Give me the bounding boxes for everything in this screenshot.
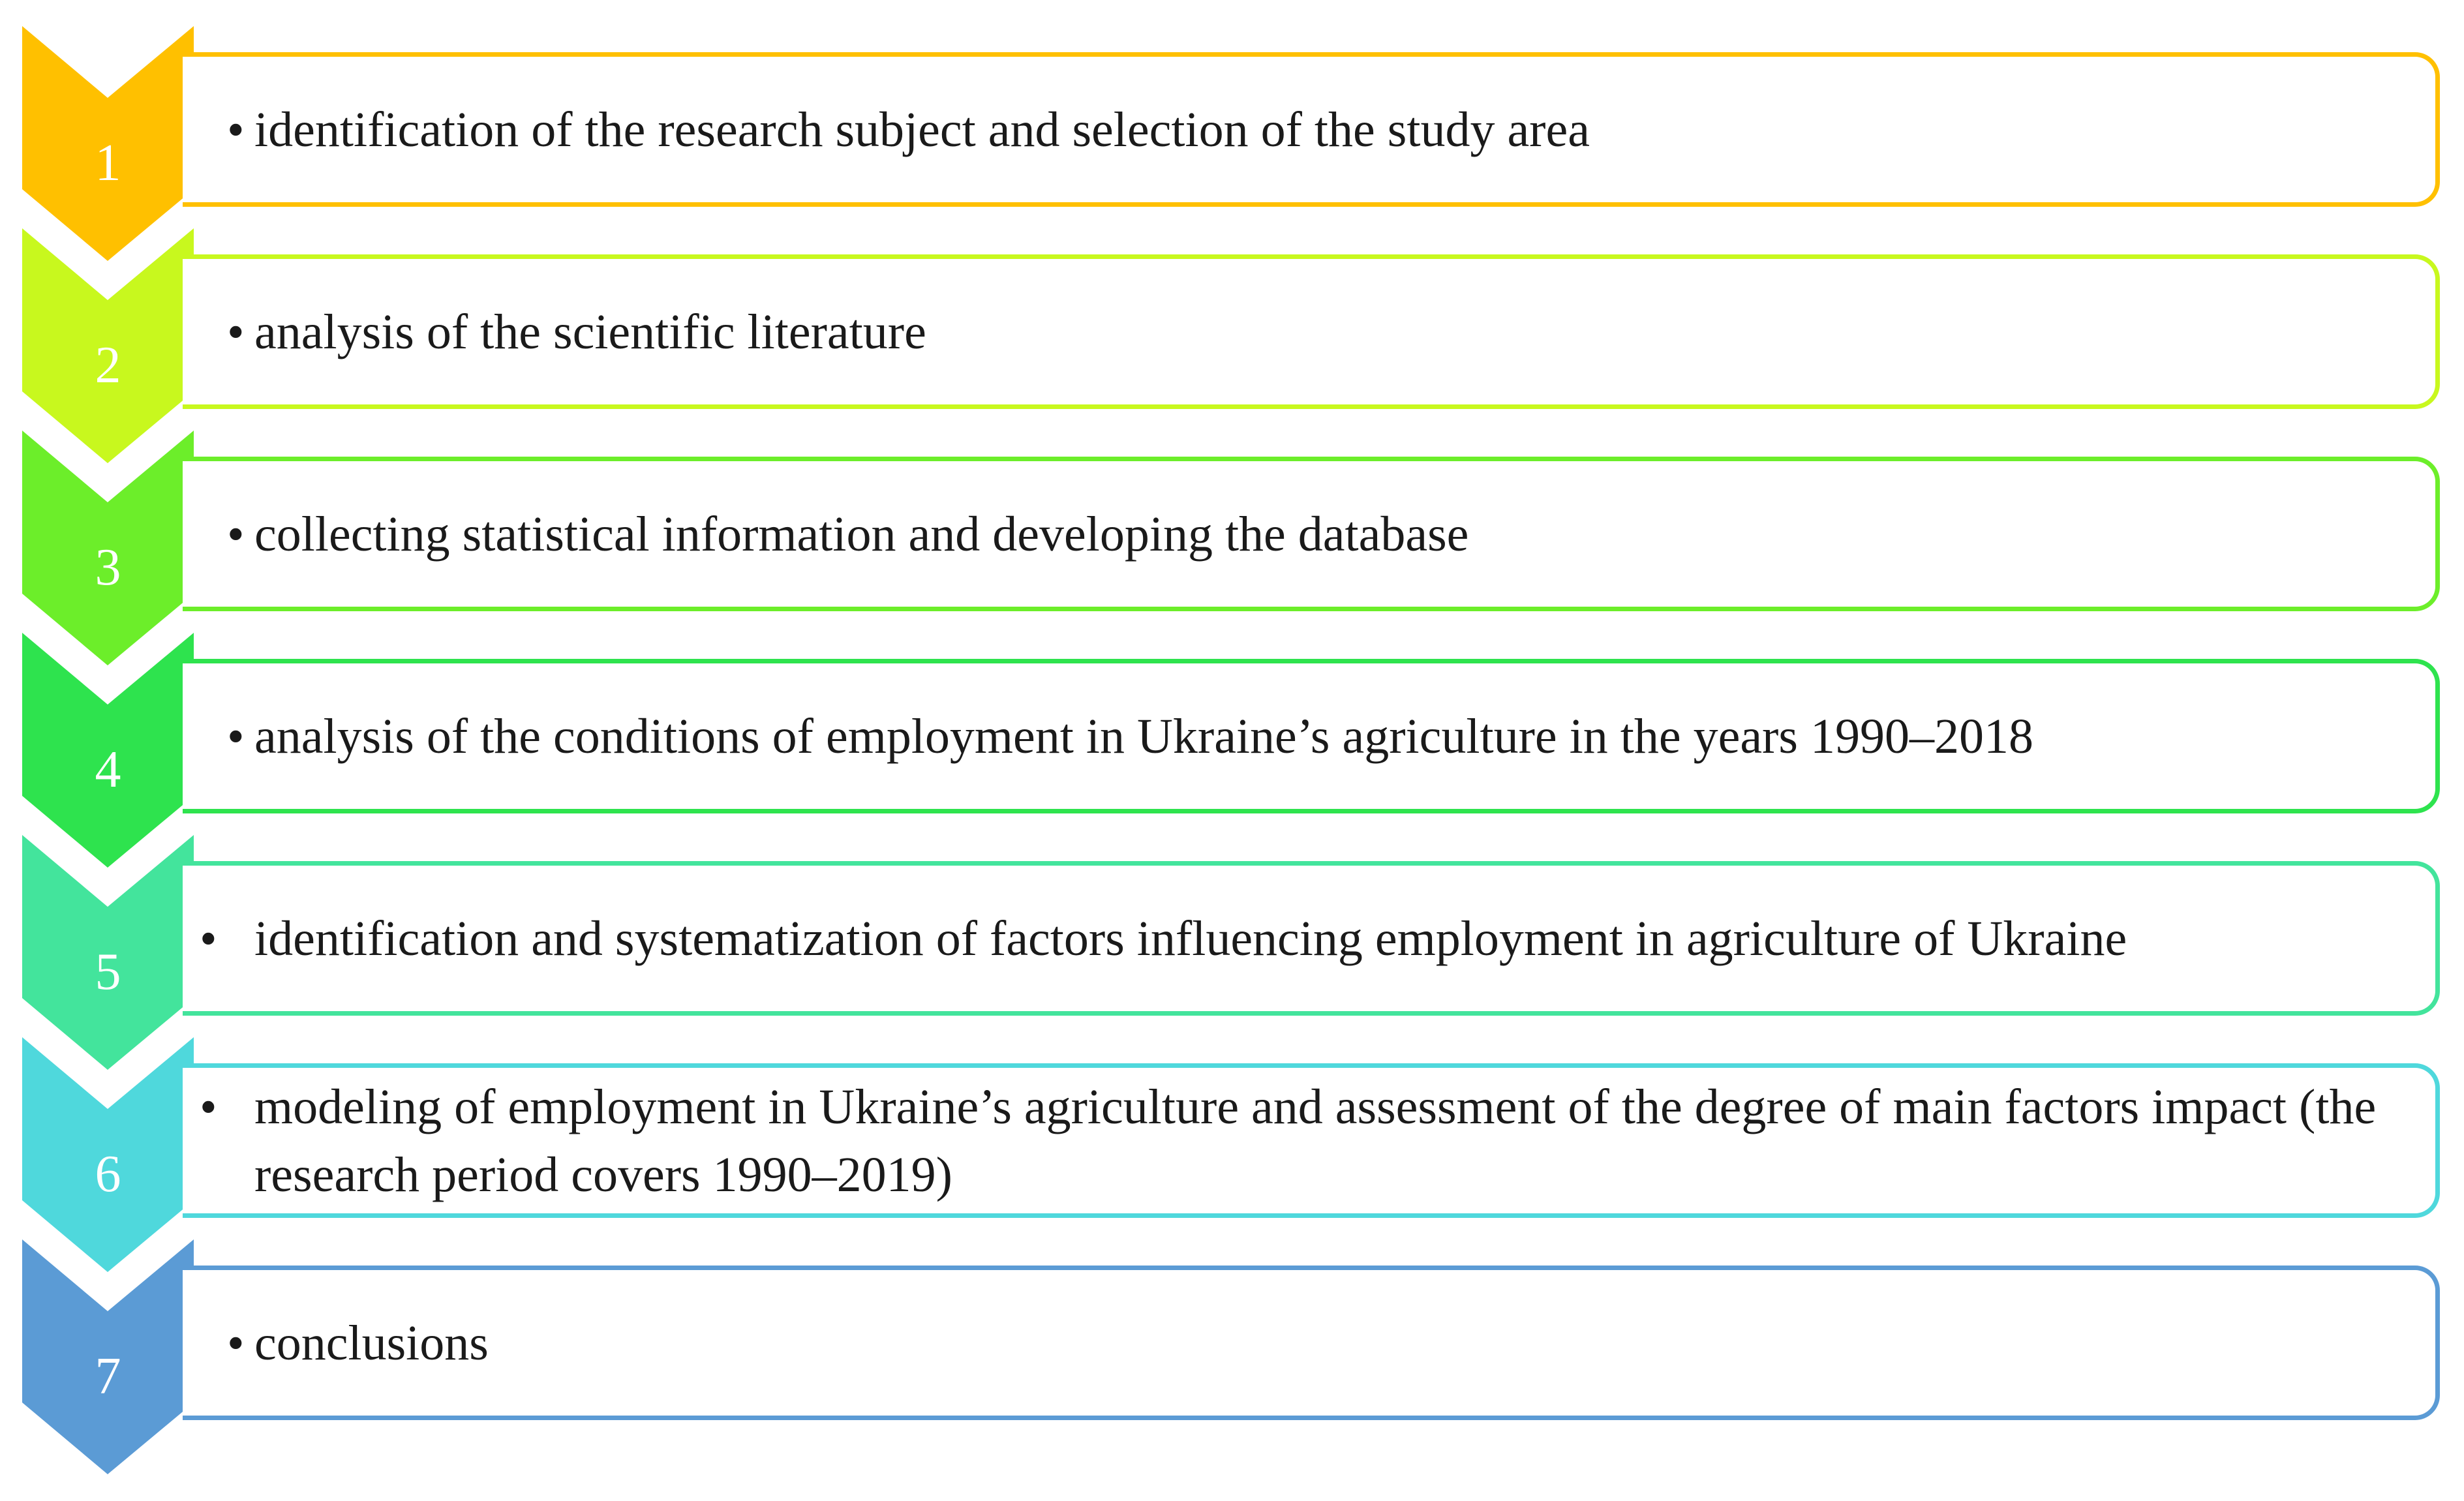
step-1 bbox=[0, 26, 2464, 222]
step-number-5: 5 bbox=[95, 943, 121, 1001]
bullet-icon: • bbox=[227, 506, 245, 562]
step-6 bbox=[0, 1037, 2464, 1233]
step-number-4: 4 bbox=[95, 741, 121, 798]
step-text-5: • identification and systematization of factors influencing employment in agriculture of Ukraine bbox=[227, 905, 2420, 973]
step-4 bbox=[0, 633, 2464, 828]
bullet-icon: • bbox=[200, 911, 217, 966]
step-number-7: 7 bbox=[95, 1348, 121, 1405]
step-text-1: • identification of the research subject and selection of the study area bbox=[227, 96, 2393, 164]
step-text-3: • collecting statistical information and developing the database bbox=[227, 500, 2393, 568]
step-box-1 bbox=[183, 52, 2440, 207]
step-number-3: 3 bbox=[95, 539, 121, 596]
step-2 bbox=[0, 228, 2464, 424]
step-box-5 bbox=[183, 861, 2440, 1016]
step-text-7: • conclusions bbox=[227, 1309, 2393, 1377]
bullet-icon: • bbox=[227, 708, 245, 764]
step-text-2: • analysis of the scientific literature bbox=[227, 298, 2393, 366]
step-text-4: • analysis of the conditions of employment in Ukraine’s agriculture in the years 1990–2018 bbox=[227, 703, 2393, 770]
bullet-icon: • bbox=[227, 1315, 245, 1371]
step-box-2 bbox=[183, 254, 2440, 409]
step-3 bbox=[0, 431, 2464, 626]
step-box-7 bbox=[183, 1266, 2440, 1420]
step-text-6: • modeling of employment in Ukraine’s agriculture and assessment of the degree of main factors impact (the research period covers 1990–2019) bbox=[227, 1073, 2420, 1209]
step-number-2: 2 bbox=[95, 337, 121, 394]
step-7 bbox=[0, 1239, 2464, 1435]
bullet-icon: • bbox=[227, 304, 245, 359]
step-5 bbox=[0, 835, 2464, 1031]
step-box-6 bbox=[183, 1063, 2440, 1218]
step-number-6: 6 bbox=[95, 1145, 121, 1203]
step-box-4 bbox=[183, 659, 2440, 813]
bullet-icon: • bbox=[200, 1079, 217, 1134]
step-number-1: 1 bbox=[95, 134, 121, 192]
bullet-icon: • bbox=[227, 102, 245, 157]
step-box-3 bbox=[183, 457, 2440, 611]
